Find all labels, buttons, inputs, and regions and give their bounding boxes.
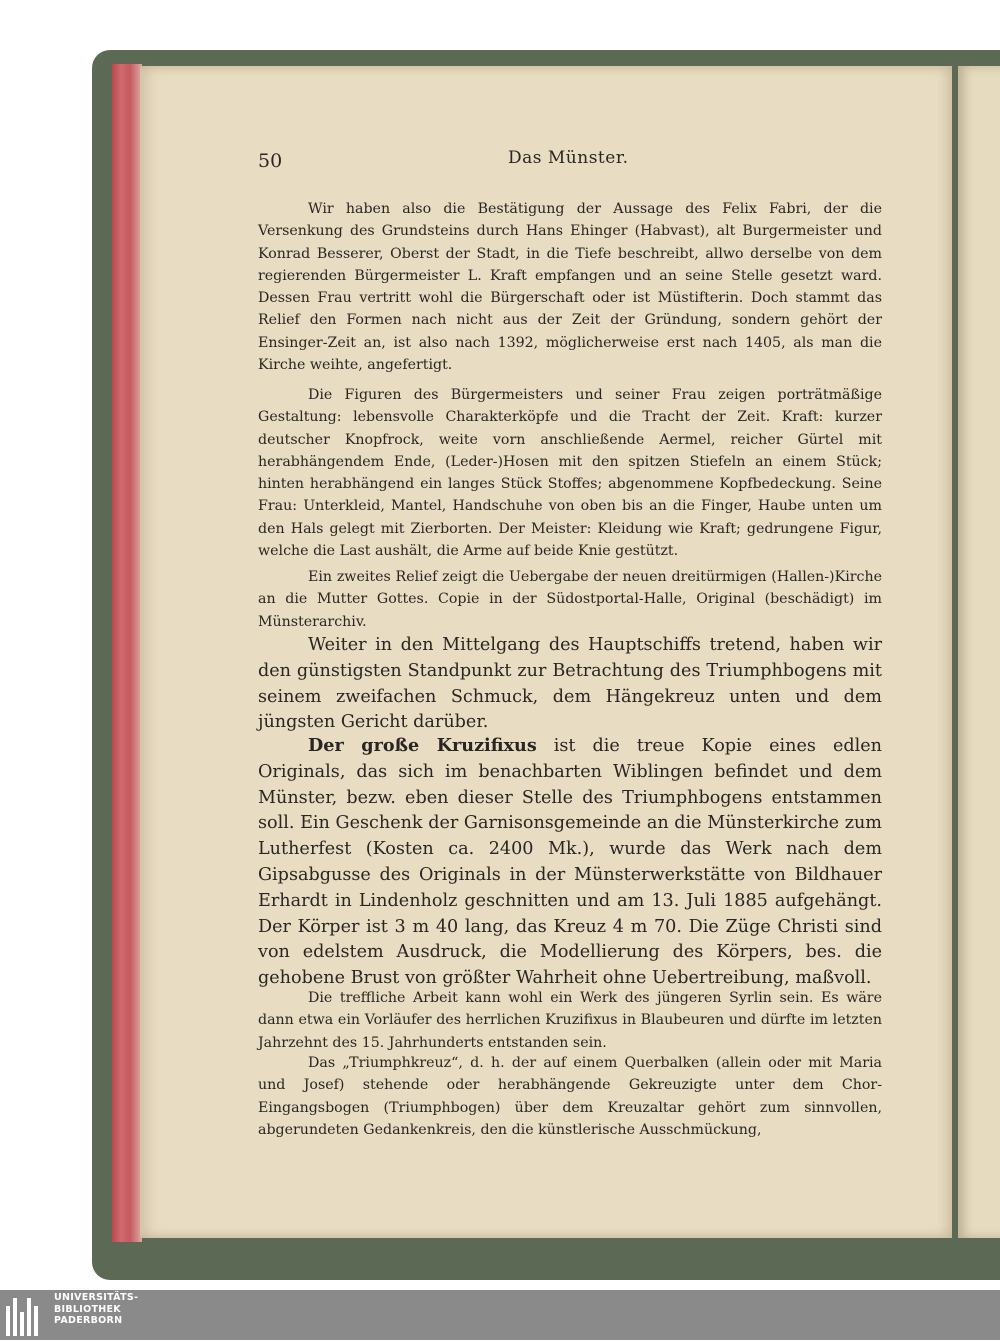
paragraph-triumphkreuz: Das „Triumphkreuz“, d. h. der auf einem Querbalken (allein oder mit Maria und Josef) stehende oder herabhängende Gekreuzigte unter dem Chor-Eingangsbogen (Triumphbogen) über dem Kreuzaltar gehört zum sinnvollen, abgerundeten Gedankenkreis, den die künstlerische Ausschmückung, xyxy=(258,1055,882,1138)
facing-page-edge xyxy=(958,66,1000,1238)
library-name-line2: BIBLIOTHEK xyxy=(54,1303,121,1315)
page-number: 50 xyxy=(258,150,283,172)
paragraph-kruzifixus xyxy=(258,733,882,992)
paragraph-syrlin: Die treffliche Arbeit kann wohl ein Werk des jüngeren Syrlin sein. Es wäre dann etwa ein Vorläufer des herrlichen Kruzifixus in Blaubeuren und dürfte im letzten Jahrzehnt des 15. Jahrhunderts entstanden sein. xyxy=(258,990,882,1051)
running-title: Das Münster. xyxy=(508,148,629,168)
library-name-line1: UNIVERSITÄTS- xyxy=(54,1292,139,1303)
library-name-line3: PADERBORN xyxy=(54,1315,123,1326)
library-logo-icon xyxy=(6,1298,46,1336)
paragraph-zweites-relief: Ein zweites Relief zeigt die Uebergabe der neuen dreitürmigen (Hallen-)Kirche an die Mutter Gottes. Copie in der Südostportal-Halle, Original (beschädigt) im Münsterarchiv. xyxy=(258,569,882,630)
paragraph-figuren: Die Figuren des Bürgermeisters und seiner Frau zeigen porträtmäßige Gestaltung: lebensvolle Charakterköpfe und die Tracht der Zeit. Kraft: kurzer deutscher Knopfrock, weite vorn anschließende Aermel, reicher Gürtel mit herabhängendem Ende, (Leder-)Hosen mit den spitzen Stiefeln an einem Stück; hinten herabhängend ein langes Stück Stoffes; abgenommene Kopfbedeckung. Seine Frau: Unterkleid, Mantel, Handschuhe von oben bis an die Finger, Haube unten um den Hals gelegt mit Zierborten. Der Meister: Kleidung wie Kraft; gedrungene Figur, welche die Last aushält, die Arme auf beide Knie gestützt. xyxy=(258,387,882,560)
kruzifixus-text: ist die treue Kopie eines edlen Originals, das sich im benachbarten Wiblingen befindet und dem Münster, bezw. eben dieser Stelle des Triumphbogens entstammen soll. Ein Geschenk der Garnisonsgemeinde an die Münsterkirche zum Lutherfest (Kosten ca. 2400 Mk.), wurde das Werk nach dem Gipsabgusse des Originals in der Münsterwerkstätte von Bildhauer Erhardt in Lindenholz geschnitten und am 13. Juli 1885 aufgehängt. Der Körper ist 3 m 40 lang, das Kreuz 4 m 70. Die Züge Christi sind von edelstem Ausdruck, die Modellierung des Körpers, bes. die gehobene Brust von größter Wahrheit ohne Uebertreibung, maßvoll. xyxy=(258,736,883,989)
kruzifixus-heading: Der große Kruzifixus xyxy=(308,735,537,756)
page-edges xyxy=(112,64,142,1242)
library-name xyxy=(54,1292,138,1327)
paragraph-mittelgang: Weiter in den Mittelgang des Hauptschiffs tretend, haben wir den günstigsten Standpunkt zur Betrachtung des Triumphbogens mit seinem zweifachen Schmuck, dem Hängekreuz unten und dem jüngsten Gericht darüber. xyxy=(258,635,882,733)
paragraph-grundstein: Wir haben also die Bestätigung der Aussage des Felix Fabri, der die Versenkung des Grundsteins durch Hans Ehinger (Habvast), alt Burgermeister und Konrad Besserer, Oberst der Stadt, in die Tiefe beschreibt, allwo derselbe von dem regierenden Bürgermeister L. Kraft empfangen und an seine Stelle gesetzt ward. Dessen Frau vertritt wohl die Bürgerschaft oder ist Müstifterin. Doch stammt das Relief den Formen nach nicht aus der Zeit der Gründung, sondern gehört der Ensinger-Zeit an, ist also nach 1392, möglicherweise erst nach 1405, als man die Kirche weihte, angefertigt. xyxy=(258,201,882,374)
library-footer-bar xyxy=(0,1290,1000,1340)
